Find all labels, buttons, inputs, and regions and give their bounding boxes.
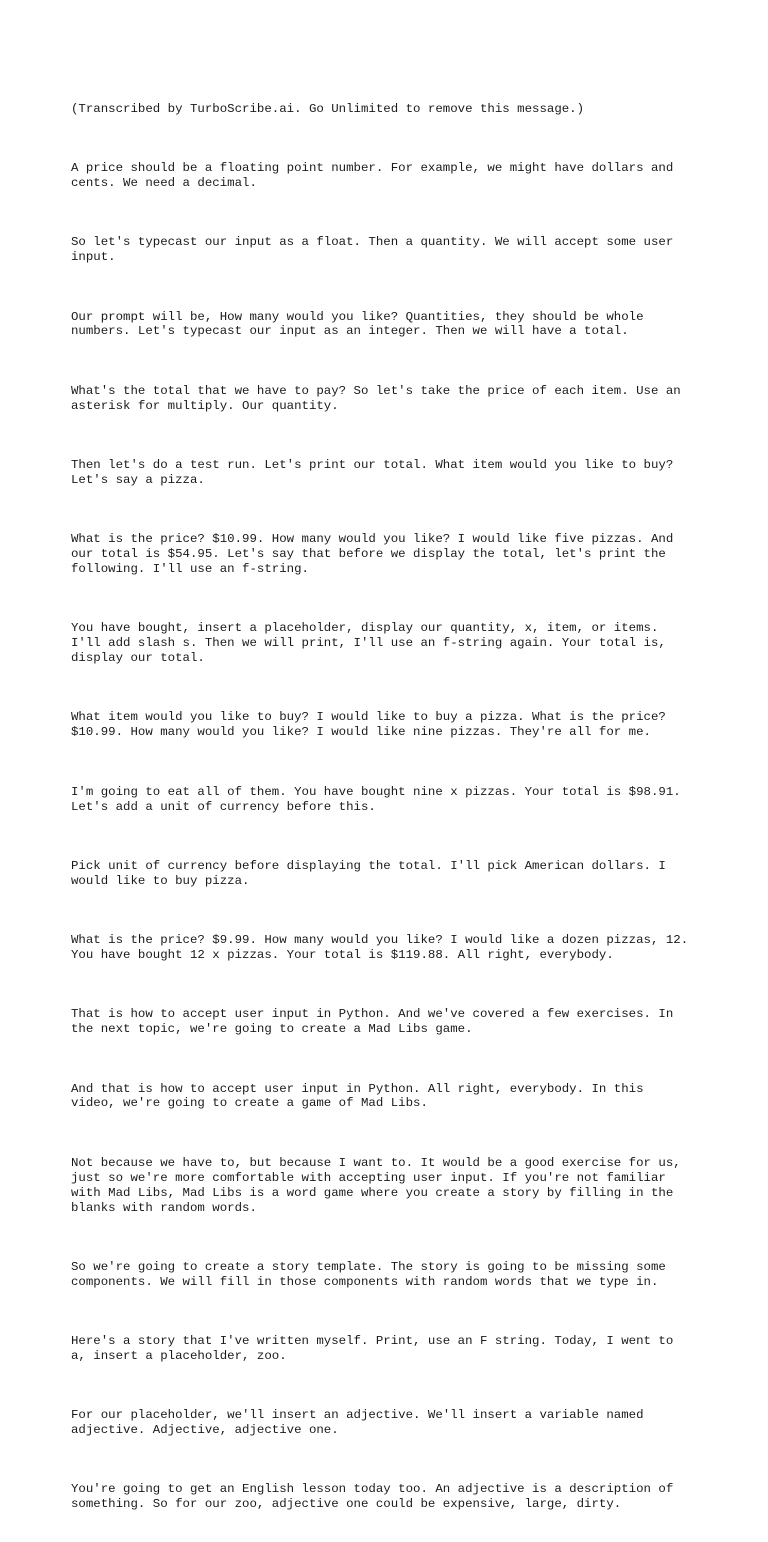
paragraph: And that is how to accept user input in Python. All right, everybody. In this video, we're going to create a game of Mad Libs. [71,1081,644,1111]
paragraph: A price should be a floating point number. For example, we might have dollars and cents. We need a decimal. [71,161,674,191]
paragraph: Our prompt will be, How many would you like? Quantities, they should be whole numbers. Let's typecast our input as an integer. Then we will have a total. [71,309,644,339]
paragraph: What item would you like to buy? I would like to buy a pizza. What is the price? $10.99. How many would you like? I would like nine pizzas. They're all for me. [71,710,666,740]
transcript-page [71,72,711,1542]
paragraph: That is how to accept user input in Python. And we've covered a few exercises. In the next topic, we're going to create a Mad Libs game. [71,1007,674,1037]
paragraph: You have bought, insert a placeholder, display our quantity, x, item, or items. I'll add slash s. Then we will print, I'll use an f-string again. Your total is, display our total. [71,621,666,666]
paragraph: So we're going to create a story template. The story is going to be missing some components. We will fill in those components with random words that we type in. [71,1259,666,1289]
paragraph: What is the price? $9.99. How many would you like? I would like a dozen pizzas, 12. You have bought 12 x pizzas. Your total is $119.88. All right, everybody. [71,933,689,963]
transcription-notice: (Transcribed by TurboScribe.ai. Go Unlimited to remove this message.) [71,101,585,116]
paragraph: What's the total that we have to pay? So let's take the price of each item. Use an asterisk for multiply. Our quantity. [71,383,681,413]
paragraph: For our placeholder, we'll insert an adjective. We'll insert a variable named adjective. Adjective, adjective one. [71,1408,644,1438]
paragraph: Pick unit of currency before displaying the total. I'll pick American dollars. I would like to buy pizza. [71,858,666,888]
paragraph: I'm going to eat all of them. You have bought nine x pizzas. Your total is $98.91. Let's add a unit of currency before this. [71,784,681,814]
paragraph: Here's a story that I've written myself. Print, use an F string. Today, I went to a, insert a placeholder, zoo. [71,1334,674,1363]
paragraph: What is the price? $10.99. How many would you like? I would like five pizzas. And our total is $54.95. Let's say that before we display the total, let's print the following. I'll use an f-string. [71,532,674,577]
paragraph: You're going to get an English lesson today too. An adjective is a description of something. So for our zoo, adjective one could be expensive, large, dirty. [71,1482,674,1512]
paragraph: So let's typecast our input as a float. Then a quantity. We will accept some user input. [71,235,674,265]
paragraph: Then let's do a test run. Let's print our total. What item would you like to buy? Let's say a pizza. [71,458,674,487]
paragraph: Not because we have to, but because I want to. It would be a good exercise for us, just so we're more comfortable with accepting user input. If you're not familiar with Mad Libs, Mad Libs is a word game where you create a story by filling in the blanks with random words. [71,1155,681,1215]
